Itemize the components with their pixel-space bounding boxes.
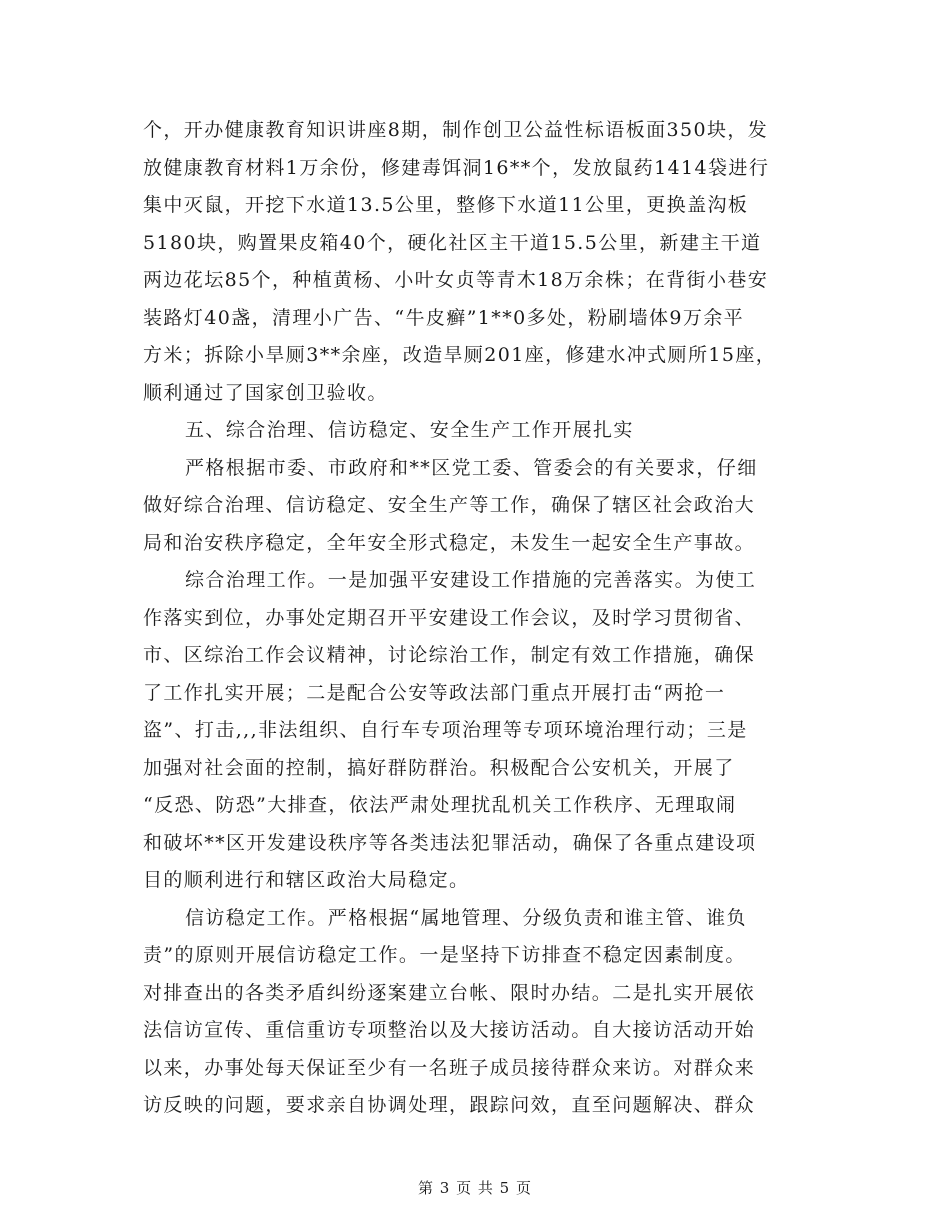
- text-line: 访反映的问题，要求亲自协调处理，跟踪问效，直至问题解决、群众: [143, 1094, 756, 1116]
- text-line: 两边花坛85个，种植黄杨、小叶女贞等青木18万余株；在背街小巷安: [143, 269, 769, 291]
- text-line: 盗”、打击,,,非法组织、自行车专项治理等专项环境治理行动；三是: [143, 719, 748, 741]
- text-line: 了工作扎实开展；二是配合公安等政法部门重点开展打击“两抢一: [143, 681, 726, 704]
- page-number-footer: 第 3 页 共 5 页: [418, 1179, 532, 1197]
- paragraph-start-line: 综合治理工作。一是加强平安建设工作措施的完善落实。为使工: [185, 569, 757, 591]
- text-line: 以来，办事处每天保证至少有一名班子成员接待群众来访。对群众来: [143, 1056, 756, 1079]
- text-line: 法信访宣传、重信重访专项整治以及大接访活动。自大接访活动开始: [143, 1019, 756, 1041]
- text-line: 装路灯40盏，清理小广告、“牛皮癣”1**0多处，粉刷墙体9万余平: [143, 306, 745, 329]
- text-line: 放健康教育材料1万余份，修建毒饵洞16**个，发放鼠药1414袋进行: [143, 156, 770, 179]
- paragraph-start-line: 严格根据市委、市政府和**区党工委、管委会的有关要求，仔细: [185, 456, 758, 479]
- text-line: 和破坏**区开发建设秩序等各类违法犯罪活动，确保了各重点建设项: [143, 831, 757, 854]
- text-line: 加强对社会面的控制，搞好群防群治。积极配合公安机关，开展了: [143, 756, 735, 779]
- text-line: 个，开办健康教育知识讲座8期，制作创卫公益性标语板面350块，发: [143, 119, 769, 141]
- text-line: 方米；拆除小旱厕3**余座，改造旱厕201座，修建水冲式厕所15座，: [143, 344, 777, 366]
- paragraph-start-line: 信访稳定工作。严格根据“属地管理、分级负责和谁主管、谁负: [185, 906, 747, 929]
- text-line: 做好综合治理、信访稳定、安全生产等工作，确保了辖区社会政治大: [143, 494, 756, 516]
- text-line: 顺利通过了国家创卫验收。: [143, 381, 388, 404]
- text-line: 5180块，购置果皮箱40个，硬化社区主干道15.5公里，新建主干道: [143, 231, 762, 254]
- document-body: [143, 112, 803, 1125]
- text-line: 目的顺利进行和辖区政治大局稳定。: [143, 869, 470, 891]
- text-line: 作落实到位，办事处定期召开平安建设工作会议，及时学习贯彻省、: [143, 606, 756, 629]
- text-line: “反恐、防恐”大排查，依法严肃处理扰乱机关工作秩序、无理取闹: [143, 794, 737, 816]
- text-line: 对排查出的各类矛盾纠纷逐案建立台帐、限时办结。二是扎实开展依: [143, 981, 756, 1004]
- text-line: 局和治安秩序稳定，全年安全形式稳定，未发生一起安全生产事故。: [143, 531, 756, 554]
- text-line: 责”的原则开展信访稳定工作。一是坚持下访排查不稳定因素制度。: [143, 944, 746, 966]
- text-line: 集中灭鼠，开挖下水道13.5公里，整修下水道11公里，更换盖沟板: [143, 194, 749, 216]
- text-line: 市、区综治工作会议精神，讨论综治工作，制定有效工作措施，确保: [143, 644, 756, 666]
- section-heading: 五、综合治理、信访稳定、安全生产工作开展扎实: [185, 419, 634, 441]
